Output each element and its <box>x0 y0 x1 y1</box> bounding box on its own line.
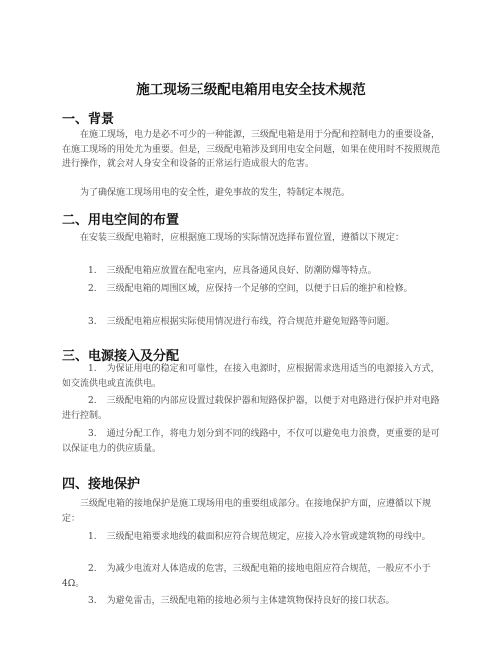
list-text: 三级配电箱的内部应设置过载保护器和短路保护器，以便于对电路进行保护并对电路进行控制。 <box>62 396 440 421</box>
paragraph: 在施工现场，电力是必不可少的一种能源，三级配电箱是用于分配和控制电力的重要设备，在施工现场的用处尤为重要。但是，三级配电箱涉及到用电安全问题，如果在使用时不按照规范进行操作，就会对人身安全和设备的正常运行造成很大的危害。 <box>62 130 441 169</box>
section-heading-layout: 二、用电空间的布置 <box>62 213 180 228</box>
section-heading-background: 一、背景 <box>62 112 115 127</box>
list-item <box>62 282 442 297</box>
list-item <box>62 315 442 330</box>
list-number: 3. <box>88 429 97 439</box>
list-number: 1. <box>88 266 97 276</box>
list-item <box>62 594 442 609</box>
paragraph: 在安装三级配电箱时，应根据施工现场的实际情况选择布置位置，遵循以下规定： <box>80 233 405 243</box>
section-heading-grounding: 四、接地保护 <box>62 477 141 492</box>
list-number: 1. <box>88 364 97 374</box>
list-text: 为保证用电的稳定和可靠性，在接入电源时，应根据需求选用适当的电源接入方式，如交流供电或直流供电。 <box>62 364 440 389</box>
paragraph: 为了确保施工现场用电的安全性，避免事故的发生，特制定本规范。 <box>80 188 351 198</box>
list-item <box>62 264 442 279</box>
list-number: 3. <box>88 317 97 327</box>
list-item <box>62 362 442 391</box>
paragraph: 三级配电箱的接地保护是施工现场用电的重要组成部分。在接地保护方面，应遵循以下规定： <box>62 499 432 524</box>
list-text: 通过分配工作，将电力划分到不同的线路中，不仅可以避免电力浪费，更重要的是可以保证电力的供应质量。 <box>62 429 440 454</box>
list-text: 三级配电箱的周围区域，应保持一个足够的空间，以便于日后的维护和检修。 <box>106 284 413 294</box>
section-heading-power: 三、电源接入及分配 <box>62 349 180 364</box>
list-text: 三级配电箱应放置在配电室内，应具备通风良好、防潮防爆等特点。 <box>106 266 377 276</box>
list-item <box>62 394 442 423</box>
document-title: 施工现场三级配电箱用电安全技术规范 <box>136 82 366 98</box>
list-number: 2. <box>88 284 97 294</box>
list-item <box>62 530 442 545</box>
list-number: 3. <box>88 596 97 606</box>
list-text: 为避免雷击，三级配电箱的接地必须与主体建筑物保持良好的接口状态。 <box>106 596 395 606</box>
list-number: 1. <box>88 532 97 542</box>
list-item <box>62 562 442 591</box>
list-text: 三级配电箱要求地线的截面积应符合规范规定，应接入冷水管或建筑物的母线中。 <box>106 532 431 542</box>
list-text: 为减少电流对人体造成的危害，三级配电箱的接地电阻应符合规范，一般应不小于4Ω。 <box>62 564 431 589</box>
list-item <box>62 427 442 456</box>
list-number: 2. <box>88 564 97 574</box>
list-text: 三级配电箱应根据实际使用情况进行布线，符合规范并避免短路等问题。 <box>106 317 395 327</box>
list-number: 2. <box>88 396 97 406</box>
